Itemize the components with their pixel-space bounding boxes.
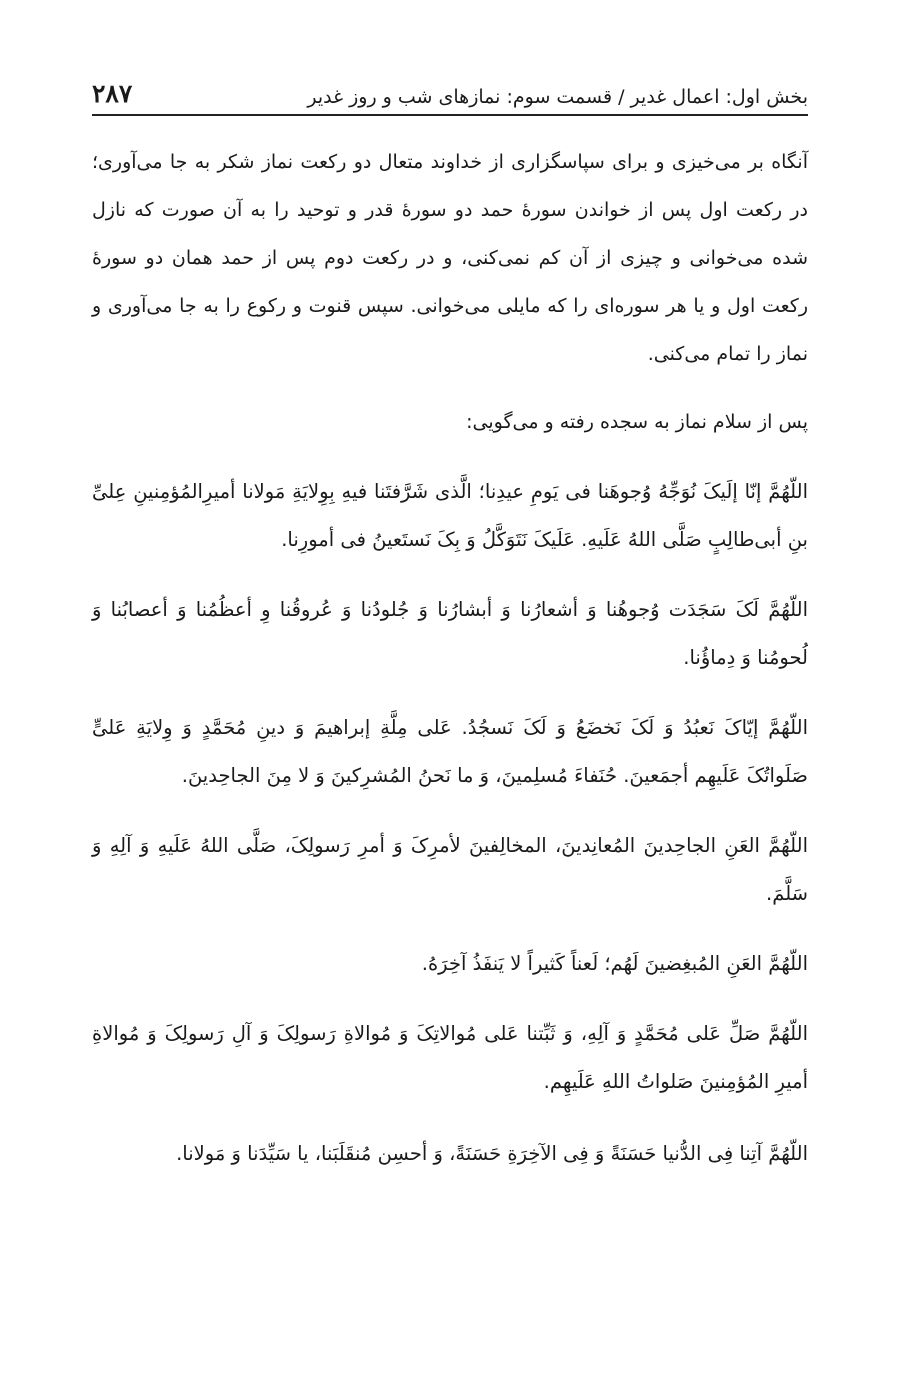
page-header <box>92 60 808 116</box>
page-body <box>92 138 808 1178</box>
prayer-paragraph-3: اللّهُمَّ إیّاکَ نَعبُدُ وَ لَکَ نَخضَعُ وَ لَکَ نَسجُدُ. عَلى مِلَّةِ إبراهیمَ وَ دینِ مُحَمَّدٍ وَ وِلایَةِ عَلیٍّ صَلَواتُکَ عَلَیهِم أجمَعینَ. حُنَفاءَ مُسلِمینَ، وَ ما نَحنُ المُشرِکینَ وَ لا مِنَ الجاحِدینَ. <box>92 716 808 787</box>
running-head: بخش اول: اعمال غدیر / قسمت سوم: نمازهای شب و روز غدیر <box>307 86 808 108</box>
prayer-paragraph-7: اللّهُمَّ آتِنا فِی الدُّنیا حَسَنَةً وَ فِی الآخِرَةِ حَسَنَةً، وَ أحسِن مُنقَلَبَنا، یا سَیِّدَنا وَ مَولانا. <box>176 1142 808 1165</box>
prayer-paragraph-1: اللّهُمَّ إنّا إلَیکَ نُوَجِّهُ وُجوهَنا فی یَومِ عیدِنا؛ الَّذی شَرَّفتَنا فیهِ بِوِلایَةِ مَولانا أميرِالمُؤمِنینِ عِلیِّ بنِ أبی‌طالِبٍ صَلَّى اللهُ عَلَیهِ. عَلَیکَ نَتَوَکَّلُ وَ بِکَ نَستَعینُ فی أمورِنا. <box>92 480 808 551</box>
instruction-paragraph: آنگاه بر می‌خیزی و برای سپاسگزاری از خداوند متعال دو رکعت نماز شکر به جا می‌آوری؛ در رکعت اول پس از خواندن سورهٔ حمد دو سورهٔ قدر و توحید را به آن صورت که نازل شده می‌خوانی و چیزی از آن کم نمی‌کنی، و در رکعت دوم پس از حمد همان دو سورهٔ رکعت اول و یا هر سوره‌ای را که مایلی می‌خوانی. سپس قنوت و رکوع را به جا می‌آوری و نماز را تمام می‌کنی. <box>92 151 808 365</box>
prayer-paragraph-6: اللّهُمَّ صَلِّ عَلى مُحَمَّدٍ وَ آلِهِ، وَ ثَبِّتنا عَلى مُوالاتِکَ وَ مُوالاةِ رَسولِکَ وَ آلِ رَسولِکَ وَ مُوالاةِ أميرِ المُؤمِنینَ صَلواتُ اللهِ عَلَیهِم. <box>92 1022 808 1093</box>
prayer-paragraph-5: اللّهُمَّ العَنِ المُبغِضینَ لَهُم؛ لَعناً کَثیراً لا یَنفَذُ آخِرَهُ. <box>421 952 808 975</box>
prayer-paragraph-4: اللّهُمَّ العَنِ الجاحِدینَ المُعانِدینَ، المخالِفینَ لأمرِکَ وَ أمرِ رَسولِکَ، صَلَّى اللهُ عَلَیهِ وَ آلِهِ وَ سَلَّمَ. <box>92 834 808 905</box>
prayer-paragraph-2: اللّهُمَّ لَکَ سَجَدَت وُجوهُنا وَ أشعارُنا وَ أبشارُنا وَ جُلودُنا وَ عُروقُنا وِ أعظُمُنا وَ أعصابُنا وَ لُحومُنا وَ دِماؤُنا. <box>92 598 808 669</box>
page-number: ۲۸۷ <box>92 79 133 108</box>
instruction-line: پس از سلام نماز به سجده رفته و می‌گویی: <box>466 411 808 433</box>
book-page <box>92 60 808 1178</box>
